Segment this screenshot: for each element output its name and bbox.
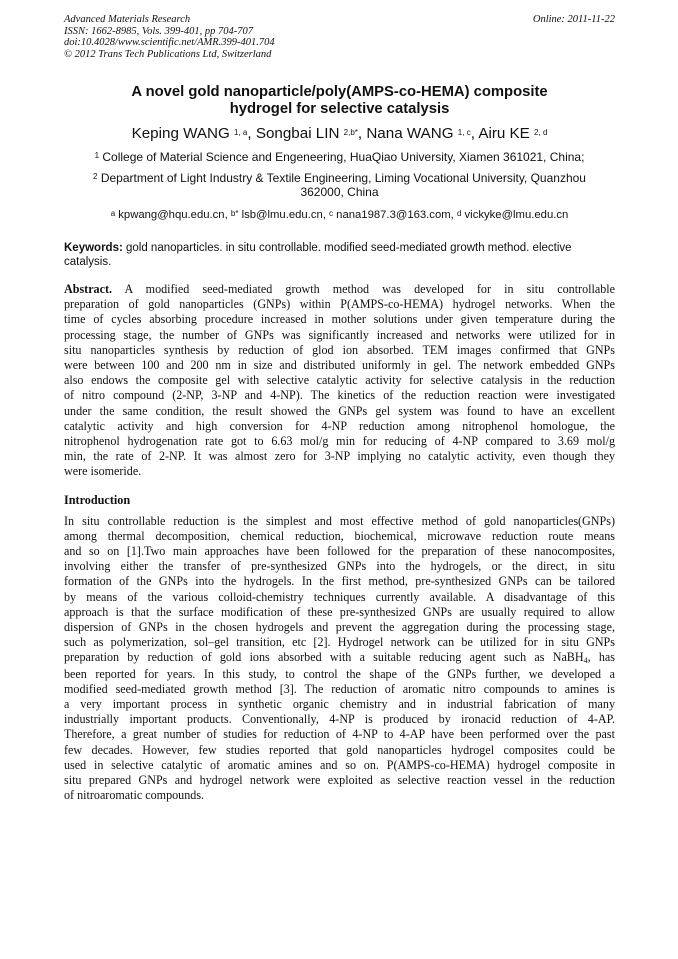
keywords-text: gold nanoparticles. in situ controllable. modified seed-mediated growth method. elective: [122, 241, 572, 254]
introduction-line: and so on [1].Two main approaches have been followed for the preparation of these nanocomposites,: [64, 543, 615, 558]
introduction-line: industrially important products. Conventionally, 4-NP is produced by ironacid reduction of 4-AP.: [64, 712, 615, 727]
abstract-line: time of cycles absorbing procedure increased in mother solutions under given temperature during the: [64, 312, 615, 327]
introduction-heading: Introduction: [64, 492, 131, 507]
abstract-line: [64, 282, 615, 297]
introduction-line: a very important process in synthetic organic chemistry and in industrial fabrication of many: [64, 696, 615, 711]
abstract: [64, 282, 615, 480]
author-list: [64, 125, 615, 143]
subscript: 4: [583, 656, 588, 666]
email-superscript: d: [456, 208, 462, 218]
title-line: hydrogel for selective catalysis: [229, 101, 450, 117]
journal-name: Advanced Materials Research: [64, 14, 191, 25]
keywords-line: catalysis.: [64, 255, 112, 268]
author-superscript: 2,b*: [343, 128, 358, 137]
abstract-line: of nitro compound (2-NP, 3-NP and 4-NP). The kinetics of the reduction reaction were investigated: [64, 388, 615, 403]
abstract-line: nitrophenol hydrogenation rate got to 6.63 mol/g min for reducing of 4-NP compared to 3.69 mol/g: [64, 433, 615, 448]
journal-info: [64, 14, 275, 60]
affiliation-line: [64, 150, 615, 165]
abstract-line: catalytic activity and high conversion for 4-NP reduction among nitrophenol homologue, the: [64, 418, 615, 433]
affiliation-superscript: 2: [93, 171, 98, 181]
abstract-line: situ nanoparticles synthesis by reduction of glod ion absorbed. TEM images confirmed that GNPs: [64, 342, 615, 357]
author-superscript: 2, d: [534, 128, 548, 137]
abstract-line: min, the rate of 2-NP. It was almost zero for 3-NP implying no catalytic activity, even though they: [64, 449, 615, 464]
author-superscript: 1, c: [457, 128, 471, 137]
author-name: Keping WANG: [131, 125, 230, 142]
affiliation-superscript: 1: [94, 151, 100, 160]
author-superscript: 1, a: [234, 128, 248, 137]
affiliation-text: Department of Light Industry & Textile Engineering, Liming Vocational University, Quanzhou: [100, 170, 586, 185]
title-line: A novel gold nanoparticle/poly(AMPS-co-HEMA) composite: [131, 84, 548, 100]
affiliation-line: [64, 171, 615, 186]
introduction-text: preparation by reduction of gold ions absorbed with a suitable reducing agent such as NaBH: [64, 650, 584, 665]
paper-title: [64, 84, 615, 118]
abstract-line: were between 100 and 200 nm in size and distributed uniformly in gel. The network embedded GNPs: [64, 357, 615, 372]
email-superscript: a: [110, 208, 116, 218]
email-address: lsb@lmu.edu.cn,: [241, 208, 326, 221]
introduction-line: situ prepared GNPs and hydrogel network were exploited as selective reaction vessel in the reduction: [64, 773, 615, 787]
introduction-body: [64, 514, 615, 804]
online-date: Online: 2011-11-22: [532, 14, 615, 25]
author-name: Nana WANG: [366, 125, 454, 142]
introduction-line: modified seed-mediated growth method [3]. The reduction of aromatic nitro compounds to amines is: [64, 681, 615, 696]
keywords: [64, 241, 615, 269]
introduction-line: used in selective catalytic of aromatic amines and so on. P(AMPS-co-HEMA) hydrogel composite in: [64, 757, 615, 772]
affiliation-2: [64, 171, 615, 200]
introduction-line: such as polymerization, sol–gel transition, etc [2]. Hydrogel network can be utilized for in situ GNPs: [64, 635, 615, 650]
affiliation-text: College of Material Science and Engeneering, HuaQiao University, Xiamen 361021, China;: [102, 150, 585, 164]
email-address: vickyke@lmu.edu.cn: [464, 208, 569, 221]
author-separator: ,: [357, 125, 367, 142]
introduction-line: approach is that the surface modification of these pre-synthesized GNPs are usually required to allow: [64, 604, 615, 619]
introduction-line: In situ controllable reduction is the simplest and most effective method of gold nanoparticles(GNPs): [64, 513, 615, 528]
introduction-line: few decades. However, few studies reported that gold nanoparticles hydrogel composites could be: [64, 742, 615, 757]
abstract-label: Abstract.: [64, 281, 113, 296]
author-name: Airu KE: [478, 125, 530, 142]
email-list: [64, 208, 615, 222]
email-superscript: c: [329, 208, 334, 218]
introduction-line: by means of the various colloid-chemistry techniques currently available. A disadvantage of this: [64, 589, 615, 604]
affiliation-1: [64, 150, 615, 165]
introduction-line: [64, 650, 615, 666]
introduction-line: of nitroaromatic compounds.: [64, 788, 205, 803]
author-separator: ,: [247, 125, 256, 142]
abstract-line: preparation of gold nanoparticles (GNPs) within P(AMPS-co-HEMA) hydrogel networks. When the: [64, 297, 615, 312]
journal-copyright: © 2012 Trans Tech Publications Ltd, Switzerland: [64, 48, 272, 60]
journal-header: [64, 14, 615, 64]
email-superscript: b*: [230, 208, 239, 218]
introduction-line: dispersion of GNPs in the chosen hydrogels and prevent the aggregation during the processing stage,: [64, 619, 615, 634]
abstract-line: were isomeride.: [64, 464, 142, 479]
introduction-line: involving either the transfer of pre-synthesized GNPs into the hydrogels, or the direct, in situ: [64, 559, 615, 574]
abstract-line: also endows the composite gel with selective catalytic activity for selective catalysis in the reduction: [64, 373, 615, 388]
keywords-label: Keywords:: [64, 241, 123, 254]
journal-issn: ISSN: 1662-8985, Vols. 399-401, pp 704-707: [64, 25, 253, 37]
introduction-text: , has: [587, 650, 615, 665]
abstract-line: under the same condition, the result showed the GNPs gel system was found to have an excellent: [64, 403, 615, 418]
introduction-line: been reported for years. In this study, to control the shape of the GNPs further, we developed a: [64, 666, 615, 681]
email-address: nana1987.3@163.com,: [336, 208, 457, 221]
abstract-text: A modified seed-mediated growth method was developed for in situ controllable: [112, 281, 615, 296]
email-address: kpwang@hqu.edu.cn,: [118, 208, 231, 221]
journal-doi: doi:10.4028/www.scientific.net/AMR.399-401.704: [64, 37, 275, 48]
abstract-line: processing stage, the number of GNPs was significantly increased and networks were utilized for in: [64, 327, 615, 342]
author-name: Songbai LIN: [255, 125, 340, 142]
author-separator: ,: [470, 125, 479, 142]
keywords-line: [64, 241, 615, 255]
introduction-line: Therefore, a great number of studies for reduction of 4-NP to 4-AP have been performed over the past: [64, 727, 615, 742]
introduction-line: formation of the GNPs into the hydrogels. In the first method, pre-synthesized GNPs can be tailored: [64, 574, 615, 589]
introduction-line: among thermal decomposition, chemical reduction, biochemical, microwave reduction route means: [64, 528, 615, 543]
affiliation-line: 362000, China: [300, 185, 379, 199]
paper-page: [64, 14, 615, 803]
